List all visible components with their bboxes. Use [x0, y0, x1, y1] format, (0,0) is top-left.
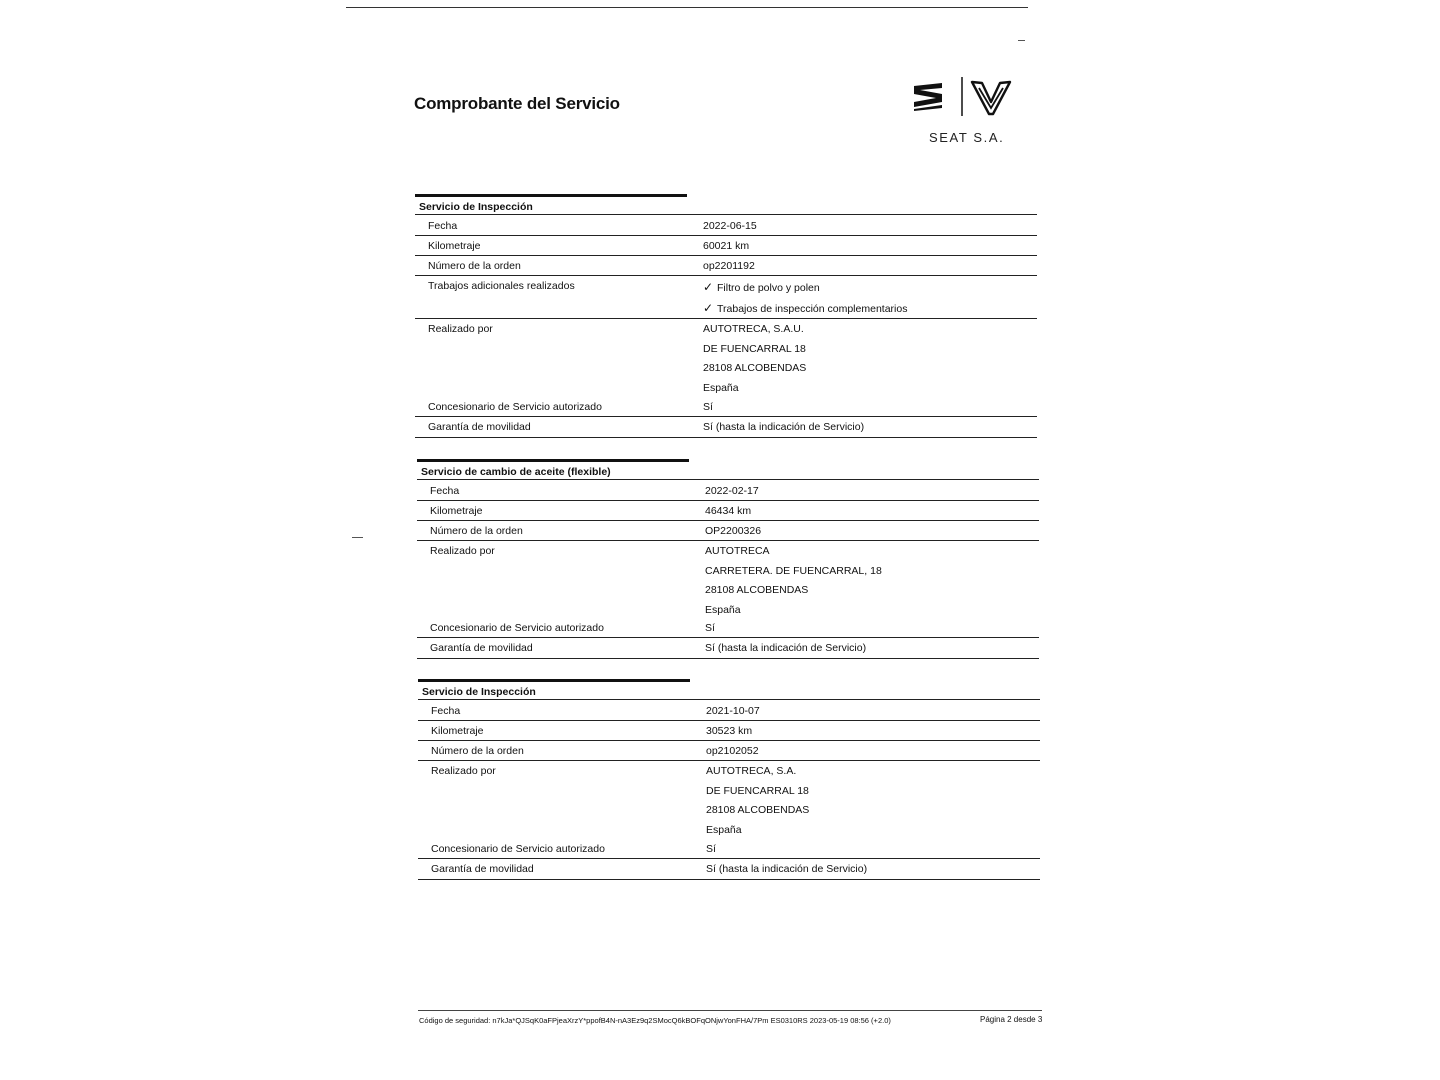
table-row: [418, 701, 1040, 721]
row-label: Fecha: [431, 705, 461, 717]
row-value: 2022-06-15: [703, 220, 757, 232]
check-icon: ✓: [703, 301, 714, 315]
table-row: [415, 397, 1037, 417]
table-row: [415, 276, 1037, 319]
row-value: Sí (hasta la indicación de Servicio): [703, 421, 865, 433]
checked-item: ✓ Filtro de polvo y polen: [703, 280, 820, 294]
row-value: Sí: [703, 401, 713, 413]
section-title: Servicio de Inspección: [422, 686, 536, 698]
scan-mark: [352, 537, 363, 538]
row-value-address: AUTOTRECA, S.A. DE FUENCARRAL 18 28108 ALCOBENDAS España: [706, 765, 810, 836]
row-value: Sí (hasta la indicación de Servicio): [705, 642, 867, 654]
section-header: [417, 459, 689, 481]
section-header-rule: [417, 479, 1039, 480]
row-value: op2201192: [703, 260, 755, 272]
service-section-inspection-1: [415, 194, 1037, 438]
row-value: 2021-10-07: [706, 705, 760, 717]
row-value: 60021 km: [703, 240, 750, 252]
section-header-rule: [418, 699, 1040, 700]
table-row: [417, 638, 1039, 659]
row-label: Concesionario de Servicio autorizado: [428, 401, 602, 413]
table-row: [417, 501, 1039, 521]
footer-rule: [418, 1010, 1042, 1011]
row-label: Concesionario de Servicio autorizado: [431, 843, 605, 855]
table-row: [417, 541, 1039, 618]
row-value-address: AUTOTRECA CARRETERA. DE FUENCARRAL, 18 28108 ALCOBENDAS España: [705, 545, 882, 616]
section-header-rule: [415, 214, 1037, 215]
security-code: Código de seguridad: n7kJa*QJSqK0aFPjeaXrzY*ppofB4N-nA3Ez9q2SMocQ6kBOFqONjwYonFHA/7Pm ES0310RS 2023-05-19 08:56 (+2.0): [419, 1016, 891, 1025]
top-scan-rule: [346, 7, 1028, 8]
row-label: Número de la orden: [431, 745, 524, 757]
checked-item: ✓ Trabajos de inspección complementarios: [703, 301, 908, 315]
section-header: [415, 194, 687, 216]
table-row: [415, 256, 1037, 276]
page-number: Página 2 desde 3: [980, 1015, 1043, 1024]
service-section-oil-change: [417, 459, 1039, 659]
row-label: Fecha: [430, 485, 460, 497]
row-label: Kilometraje: [431, 725, 484, 737]
row-value: op2102052: [706, 745, 759, 757]
row-label: Número de la orden: [428, 260, 521, 272]
scan-mark: [1018, 40, 1025, 41]
cupra-logo-icon: [970, 80, 1012, 116]
row-value-list: [703, 280, 907, 321]
row-value: Sí: [705, 622, 715, 634]
table-row: [417, 481, 1039, 501]
row-value: 2022-02-17: [705, 485, 759, 497]
row-value: 30523 km: [706, 725, 753, 737]
table-row: [415, 216, 1037, 236]
section-title: Servicio de Inspección: [419, 201, 533, 213]
row-label: Fecha: [428, 220, 458, 232]
row-label: Trabajos adicionales realizados: [428, 280, 575, 292]
row-label: Garantía de movilidad: [431, 863, 534, 875]
row-value: OP2200326: [705, 525, 762, 537]
table-row: [417, 618, 1039, 638]
table-row: [417, 521, 1039, 541]
service-section-inspection-2: [418, 679, 1040, 880]
check-icon: ✓: [703, 280, 714, 294]
table-row: [415, 319, 1037, 397]
table-row: [415, 417, 1037, 438]
row-label: Kilometraje: [430, 505, 483, 517]
section-title: Servicio de cambio de aceite (flexible): [421, 466, 611, 478]
row-value: Sí: [706, 843, 716, 855]
row-label: Concesionario de Servicio autorizado: [430, 622, 604, 634]
row-label: Garantía de movilidad: [428, 421, 531, 433]
table-row: [418, 859, 1040, 880]
row-label: Garantía de movilidad: [430, 642, 533, 654]
table-row: [418, 741, 1040, 761]
row-label: Realizado por: [428, 323, 493, 335]
row-label: Número de la orden: [430, 525, 523, 537]
company-name: SEAT S.A.: [929, 130, 1005, 145]
row-label: Kilometraje: [428, 240, 481, 252]
row-value: Sí (hasta la indicación de Servicio): [706, 863, 868, 875]
section-header: [418, 679, 690, 701]
row-label: Realizado por: [431, 765, 496, 777]
row-value-address: AUTOTRECA, S.A.U. DE FUENCARRAL 18 28108 ALCOBENDAS España: [703, 323, 807, 394]
document-title: Comprobante del Servicio: [414, 94, 620, 113]
table-row: [418, 839, 1040, 859]
table-row: [415, 236, 1037, 256]
table-row: [418, 721, 1040, 741]
table-row: [418, 761, 1040, 839]
row-value: 46434 km: [705, 505, 752, 517]
row-label: Realizado por: [430, 545, 495, 557]
